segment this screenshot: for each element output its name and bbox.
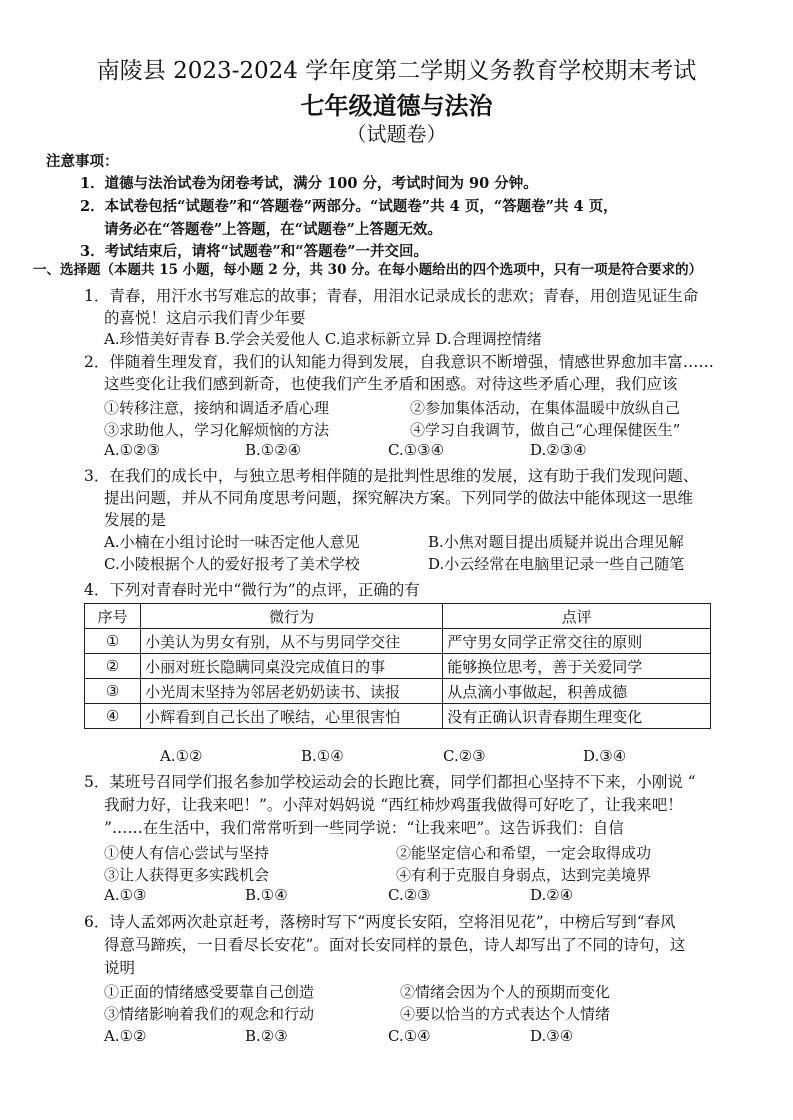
question-2-option: B.①②④ [245,441,302,459]
question-3-stem: 3．在我们的成长中，与独立思考相伴随的是批判性思维的发展，这有助于我们发现问题、 [84,467,699,485]
table-row [85,629,711,654]
question-5-stem: ”……在生活中，我们常常听到一些同学说：“让我来吧”。这告诉我们：自信 [104,819,624,837]
question-3-option: B.小焦对题目提出质疑并说出合理见解 [428,533,684,551]
question-5-option: B.①④ [245,886,288,904]
question-5-option: C.②③ [388,886,431,904]
question-6-statement: ①正面的情绪感受要靠自己创造 [104,983,315,1001]
question-5-statement: ①使人有信心尝试与坚持 [104,844,270,862]
notice-heading: 注意事项： [46,153,119,170]
question-6-option: D.③④ [530,1027,574,1045]
question-3-option: D.小云经常在电脑里记录一些自己随笔 [428,555,685,573]
table-header-cell: 序号 [85,604,141,629]
table-header-cell: 点评 [443,604,711,629]
table-row [85,704,711,729]
question-6-stem: 6．诗人孟郊两次赴京赶考，落榜时写下“两度长安陌，空将泪见花”，中榜后写到“春风 [84,913,676,931]
table-cell: ④ [85,704,141,729]
table-cell: ② [85,654,141,679]
table-cell: 小光周末坚持为邻居老奶奶读书、读报 [141,679,443,704]
question-6-stem: 说明 [104,959,136,977]
question-5-stem: 5．某班号召同学们报名参加学校运动会的长跑比赛，同学们都担心坚持不下来，小刚说 “ [84,773,696,791]
question-2-statement: ④学习自我调节，做自己“心理保健医生” [410,421,681,439]
question-2-option: C.①③④ [388,441,445,459]
question-1-options: A.珍惜美好青春 B.学会关爱他人 C.追求标新立异 D.合理调控情绪 [104,330,542,348]
question-5-statement: ④有利于克服自身弱点，达到完美境界 [396,866,652,884]
question-6-statement: ④要以恰当的方式表达个人情绪 [400,1005,611,1023]
question-6-option: B.②③ [245,1027,288,1045]
table-header-cell: 微行为 [141,604,443,629]
question-2-statement: ①转移注意，接纳和调适矛盾心理 [104,399,330,417]
question-5-statement: ③让人获得更多实践机会 [104,866,270,884]
table-header-row [85,604,711,629]
table-cell: ③ [85,679,141,704]
question-2-statement: ②参加集体活动，在集体温暖中放纵自己 [410,399,681,417]
question-2-stem: 这些变化让我们感到新奇，也使我们产生矛盾和困惑。对待这些矛盾心理，我们应该 [104,375,678,393]
paper-type: （试题卷） [346,122,447,146]
table-cell: ① [85,629,141,654]
question-3-option: A.小楠在小组讨论时一味否定他人意见 [104,533,360,551]
subject-title: 七年级道德与法治 [300,91,493,120]
notice-item: 3．考试结束后，请将“试题卷”和“答题卷”一并交回。 [80,243,428,260]
question-6-option: A.①② [104,1027,147,1045]
notice-item: 2．本试卷包括“试题卷”和“答题卷”两部分。“试题卷”共 4 页，“答题卷”共 4 页， [80,198,618,215]
question-5-option: A.①③ [104,886,147,904]
question-3-option: C.小陵根据个人的爱好报考了美术学校 [104,555,360,573]
question-4-option: D.③④ [583,747,627,765]
question-4-option: C.②③ [443,747,486,765]
question-5-stem: 我耐力好，让我来吧！”。小萍对妈妈说 “西红柿炒鸡蛋我做得可好吃了，让我来吧！ [104,796,683,814]
notice-item: 请务必在“答题卷”上答题，在“试题卷”上答题无效。 [104,221,442,238]
question-4-option: A.①② [160,747,203,765]
table-row [85,679,711,704]
table-cell: 从点滴小事做起，积善成德 [443,679,711,704]
question-1-stem: 1．青春，用汗水书写难忘的故事；青春，用泪水记录成长的悲欢；青春，用创造见证生命 [84,287,699,305]
question-6-statement: ②情绪会因为个人的预期而变化 [400,983,611,1001]
question-2-stem: 2．伴随着生理发育，我们的认知能力得到发展，自我意识不断增强，情感世界愈加丰富…… [84,353,714,371]
question-2-option: D.②③④ [530,441,587,459]
question-2-option: A.①②③ [104,441,160,459]
table-cell: 没有正确认识青春期生理变化 [443,704,711,729]
question-6-stem: 得意马蹄疾，一日看尽长安花”。面对长安同样的景色，诗人却写出了不同的诗句，这 [104,936,686,954]
question-5-option: D.②④ [530,886,574,904]
notice-item: 1．道德与法治试卷为闭卷考试，满分 100 分，考试时间为 90 分钟。 [80,175,538,192]
question-4-table [84,603,711,729]
table-cell: 严守男女同学正常交往的原则 [443,629,711,654]
exam-title: 南陵县 2023-2024 学年度第二学期义务教育学校期末考试 [96,58,697,84]
table-cell: 小美认为男女有别，从不与男同学交往 [141,629,443,654]
question-1-stem: 的喜悦！这启示我们青少年要 [104,309,306,327]
question-4-stem: 4．下列对青春时光中“微行为”的点评，正确的有 [84,581,420,599]
table-cell: 小辉看到自己长出了喉结，心里很害怕 [141,704,443,729]
section-heading: 一、选择题（本题共 15 小题，每小题 2 分，共 30 分。在每小题给出的四个选项中，只有一项是符合要求的） [33,262,703,278]
question-2-statement: ③求助他人，学习化解烦恼的方法 [104,421,330,439]
table-cell: 能够换位思考，善于关爱同学 [443,654,711,679]
question-3-stem: 发展的是 [104,511,167,529]
table-cell: 小丽对班长隐瞒同桌没完成值日的事 [141,654,443,679]
table-row [85,654,711,679]
question-4-option: B.①④ [301,747,344,765]
question-6-option: C.①④ [388,1027,431,1045]
question-5-statement: ②能坚定信心和希望，一定会取得成功 [396,844,652,862]
question-3-stem: 提出问题，并从不同角度思考问题，探究解决方案。下列同学的做法中能体现这一思维 [104,489,694,507]
question-6-statement: ③情绪影响着我们的观念和行动 [104,1005,315,1023]
